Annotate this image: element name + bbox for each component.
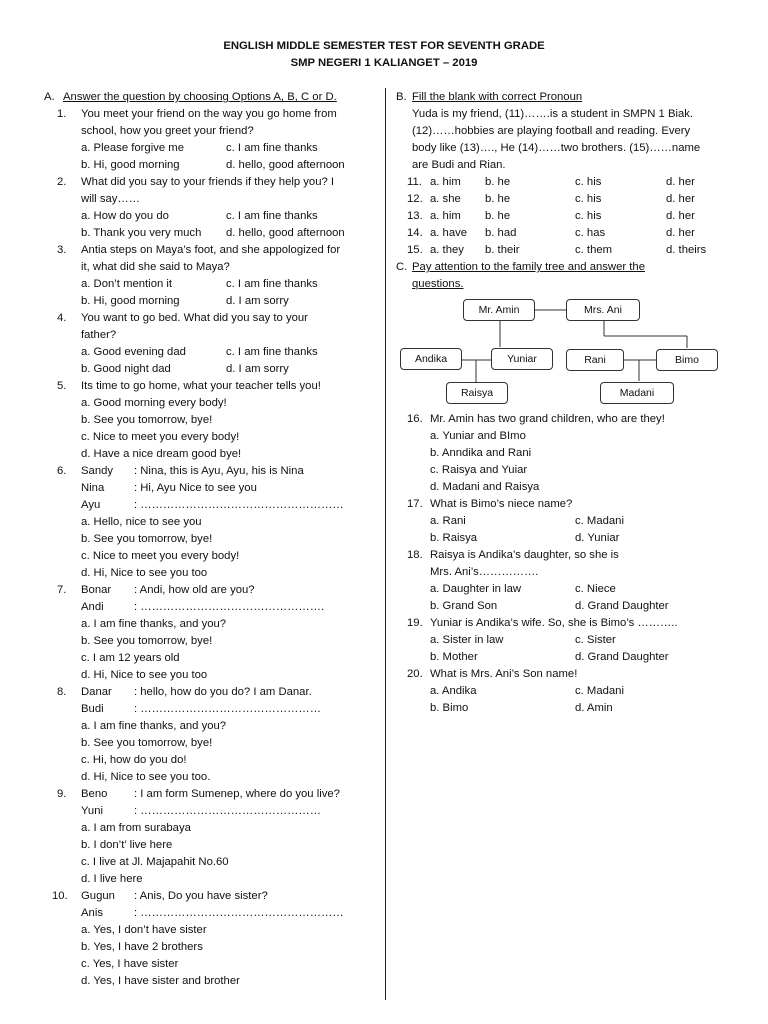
- option-b: b. he: [485, 193, 511, 205]
- passage-line: are Budi and Rian.: [412, 159, 506, 171]
- speaker: Ayu: [81, 499, 101, 511]
- option-d: d. her: [666, 176, 695, 188]
- option-c: c. Nice to meet you every body!: [81, 550, 240, 562]
- option-c: c. Hi, how do you do!: [81, 754, 187, 766]
- option-a: a. Good morning every body!: [81, 397, 227, 409]
- tree-node-raisya: Raisya: [446, 382, 508, 404]
- option-a: a. Hello, nice to see you: [81, 516, 202, 528]
- option-a: a. Sister in law: [430, 634, 504, 646]
- question-text: You meet your friend on the way you go home from: [81, 108, 337, 120]
- option-b: b. had: [485, 227, 517, 239]
- speaker: Yuni: [81, 805, 103, 817]
- question-number: 9.: [57, 788, 67, 800]
- option-b: b. Thank you very much: [81, 227, 202, 239]
- option-d: d. her: [666, 227, 695, 239]
- option-a: a. Daughter in law: [430, 583, 522, 595]
- dialog-blank: : ………………………………………………: [134, 499, 344, 511]
- question-number: 8.: [57, 686, 67, 698]
- question-number: 7.: [57, 584, 67, 596]
- option-a: a. I am fine thanks, and you?: [81, 618, 227, 630]
- option-a: a. Please forgive me: [81, 142, 184, 154]
- option-a: a. I am fine thanks, and you?: [81, 720, 227, 732]
- option-a: a. Don’t mention it: [81, 278, 173, 290]
- question-number: 5.: [57, 380, 67, 392]
- tree-node-mr-amin: Mr. Amin: [463, 299, 535, 321]
- option-c: c. Madani: [575, 515, 624, 527]
- question-number: 20.: [407, 668, 423, 680]
- question-text: Its time to go home, what your teacher tells you!: [81, 380, 321, 392]
- option-c: c. his: [575, 176, 602, 188]
- school-name: SMP NEGERI 1 KALIANGET – 2019: [290, 57, 478, 69]
- question-number: 11.: [407, 176, 422, 188]
- option-d: d. Have a nice dream good bye!: [81, 448, 242, 460]
- question-number: 18.: [407, 549, 423, 561]
- dialog-line: : Hi, Ayu Nice to see you: [134, 482, 257, 494]
- option-c: c. Sister: [575, 634, 616, 646]
- option-c: c. Nice to meet you every body!: [81, 431, 240, 443]
- question-number: 17.: [407, 498, 423, 510]
- speaker: Gugun: [81, 890, 115, 902]
- tree-node-rani: Rani: [566, 349, 624, 371]
- option-b: b. Anndika and Rani: [430, 447, 532, 459]
- speaker: Anis: [81, 907, 103, 919]
- question-number: 6.: [57, 465, 67, 477]
- question-number: 2.: [57, 176, 67, 188]
- option-c: c. I am fine thanks: [226, 346, 318, 358]
- option-d: d. I am sorry: [226, 363, 289, 375]
- option-a: a. I am from surabaya: [81, 822, 191, 834]
- question-number: 3.: [57, 244, 67, 256]
- option-a: a. they: [430, 244, 464, 256]
- question-text: Antia steps on Maya’s foot, and she appologized for: [81, 244, 341, 256]
- passage-line: (12)……hobbies are playing football and reading. Every: [412, 125, 691, 137]
- option-d: d. I live here: [81, 873, 143, 885]
- option-c: c. I am fine thanks: [226, 210, 318, 222]
- option-b: b. their: [485, 244, 520, 256]
- option-c: c. I am fine thanks: [226, 278, 318, 290]
- dialog-line: : Nina, this is Ayu, Ayu, his is Nina: [134, 465, 304, 477]
- option-d: d. her: [666, 210, 695, 222]
- option-d: d. Hi, Nice to see you too: [81, 567, 208, 579]
- option-d: d. I am sorry: [226, 295, 289, 307]
- section-b-heading: Fill the blank with correct Pronoun: [412, 91, 583, 103]
- question-text: Yuniar is Andika’s wife. So, she is Bimo’s ………..: [430, 617, 678, 629]
- option-b: b. Bimo: [430, 702, 469, 714]
- dialog-line: : Anis, Do you have sister?: [134, 890, 268, 902]
- question-number: 14.: [407, 227, 423, 239]
- option-b: b. Mother: [430, 651, 478, 663]
- speaker: Nina: [81, 482, 105, 494]
- speaker: Danar: [81, 686, 112, 698]
- section-a-heading: Answer the question by choosing Options A, B, C or D.: [63, 91, 337, 103]
- option-d: d. Amin: [575, 702, 613, 714]
- option-d: d. Hi, Nice to see you too.: [81, 771, 211, 783]
- option-c: c. his: [575, 193, 602, 205]
- section-c-letter: C.: [396, 261, 408, 273]
- option-c: c. I am 12 years old: [81, 652, 180, 664]
- option-a: a. Yuniar and BImo: [430, 430, 526, 442]
- speaker: Bonar: [81, 584, 112, 596]
- question-text: it, what did she said to Maya?: [81, 261, 230, 273]
- option-c: c. I live at Jl. Majapahit No.60: [81, 856, 229, 868]
- option-d: d. her: [666, 193, 695, 205]
- option-b: b. See you tomorrow, bye!: [81, 414, 213, 426]
- dialog-blank: : …………………………………………: [134, 703, 322, 715]
- question-text: Mrs. Ani’s…………….: [430, 566, 539, 578]
- section-a-letter: A.: [44, 91, 55, 103]
- option-b: b. Raisya: [430, 532, 478, 544]
- test-title: ENGLISH MIDDLE SEMESTER TEST FOR SEVENTH GRADE: [223, 40, 545, 52]
- option-d: d. hello, good afternoon: [226, 227, 345, 239]
- option-d: d. Yuniar: [575, 532, 620, 544]
- speaker: Beno: [81, 788, 108, 800]
- passage-line: body like (13)…., He (14)……two brothers. (15)……name: [412, 142, 701, 154]
- option-c: c. Madani: [575, 685, 624, 697]
- option-b: b. Yes, I have 2 brothers: [81, 941, 203, 953]
- option-a: a. How do you do: [81, 210, 169, 222]
- tree-node-madani: Madani: [600, 382, 674, 404]
- question-text: What did you say to your friends if they help you? I: [81, 176, 335, 188]
- option-d: d. Madani and Raisya: [430, 481, 540, 493]
- option-b: b. Good night dad: [81, 363, 171, 375]
- option-a: a. Rani: [430, 515, 466, 527]
- question-text: Mr. Amin has two grand children, who are they!: [430, 413, 665, 425]
- option-d: d. Hi, Nice to see you too: [81, 669, 208, 681]
- question-number: 10.: [52, 890, 68, 902]
- option-b: b. he: [485, 176, 511, 188]
- dialog-blank: : ………………………………………….: [134, 601, 325, 613]
- option-b: b. See you tomorrow, bye!: [81, 533, 213, 545]
- question-number: 16.: [407, 413, 423, 425]
- option-b: b. Hi, good morning: [81, 295, 180, 307]
- section-b-letter: B.: [396, 91, 407, 103]
- question-text: father?: [81, 329, 117, 341]
- option-a: a. Good evening dad: [81, 346, 186, 358]
- option-b: b. See you tomorrow, bye!: [81, 635, 213, 647]
- option-c: c. has: [575, 227, 606, 239]
- option-d: d. theirs: [666, 244, 707, 256]
- option-d: d. hello, good afternoon: [226, 159, 345, 171]
- dialog-blank: : ………………………………………………: [134, 907, 344, 919]
- option-a: a. she: [430, 193, 461, 205]
- question-number: 12.: [407, 193, 423, 205]
- option-c: c. Raisya and Yuiar: [430, 464, 528, 476]
- option-a: a. him: [430, 210, 461, 222]
- tree-node-yuniar: Yuniar: [491, 348, 553, 370]
- dialog-line: : I am form Sumenep, where do you live?: [134, 788, 340, 800]
- speaker: Andi: [81, 601, 104, 613]
- question-number: 15.: [407, 244, 423, 256]
- question-text: What is Mrs. Ani’s Son name!: [430, 668, 578, 680]
- question-text: will say……: [81, 193, 140, 205]
- option-a: a. Andika: [430, 685, 477, 697]
- question-text: school, how you greet your friend?: [81, 125, 254, 137]
- tree-node-mrs-ani: Mrs. Ani: [566, 299, 640, 321]
- passage-line: Yuda is my friend, (11)…….is a student in SMPN 1 Biak.: [412, 108, 694, 120]
- option-b: b. See you tomorrow, bye!: [81, 737, 213, 749]
- option-c: c. his: [575, 210, 602, 222]
- option-b: b. Hi, good morning: [81, 159, 180, 171]
- dialog-blank: : …………………………………………: [134, 805, 322, 817]
- option-c: c. Yes, I have sister: [81, 958, 179, 970]
- option-a: a. have: [430, 227, 468, 239]
- option-b: b. I don’t’ live here: [81, 839, 173, 851]
- option-b: b. Grand Son: [430, 600, 498, 612]
- speaker: Sandy: [81, 465, 114, 477]
- question-text: What is Bimo’s niece name?: [430, 498, 573, 510]
- dialog-line: : Andi, how old are you?: [134, 584, 255, 596]
- option-a: a. Yes, I don’t have sister: [81, 924, 207, 936]
- question-text: Raisya is Andika’s daughter, so she is: [430, 549, 619, 561]
- section-c-heading: Pay attention to the family tree and answer the: [412, 261, 645, 273]
- question-number: 13.: [407, 210, 423, 222]
- question-text: You want to go bed. What did you say to your: [81, 312, 308, 324]
- question-number: 1.: [57, 108, 67, 120]
- section-c-heading: questions.: [412, 278, 464, 290]
- question-number: 19.: [407, 617, 423, 629]
- speaker: Budi: [81, 703, 104, 715]
- option-d: d. Grand Daughter: [575, 651, 669, 663]
- option-c: c. Niece: [575, 583, 616, 595]
- dialog-line: : hello, how do you do? I am Danar.: [134, 686, 312, 698]
- option-c: c. I am fine thanks: [226, 142, 318, 154]
- tree-node-andika: Andika: [400, 348, 462, 370]
- option-c: c. them: [575, 244, 613, 256]
- option-a: a. him: [430, 176, 461, 188]
- option-d: d. Grand Daughter: [575, 600, 669, 612]
- tree-node-bimo: Bimo: [656, 349, 718, 371]
- option-b: b. he: [485, 210, 511, 222]
- question-number: 4.: [57, 312, 67, 324]
- option-d: d. Yes, I have sister and brother: [81, 975, 240, 987]
